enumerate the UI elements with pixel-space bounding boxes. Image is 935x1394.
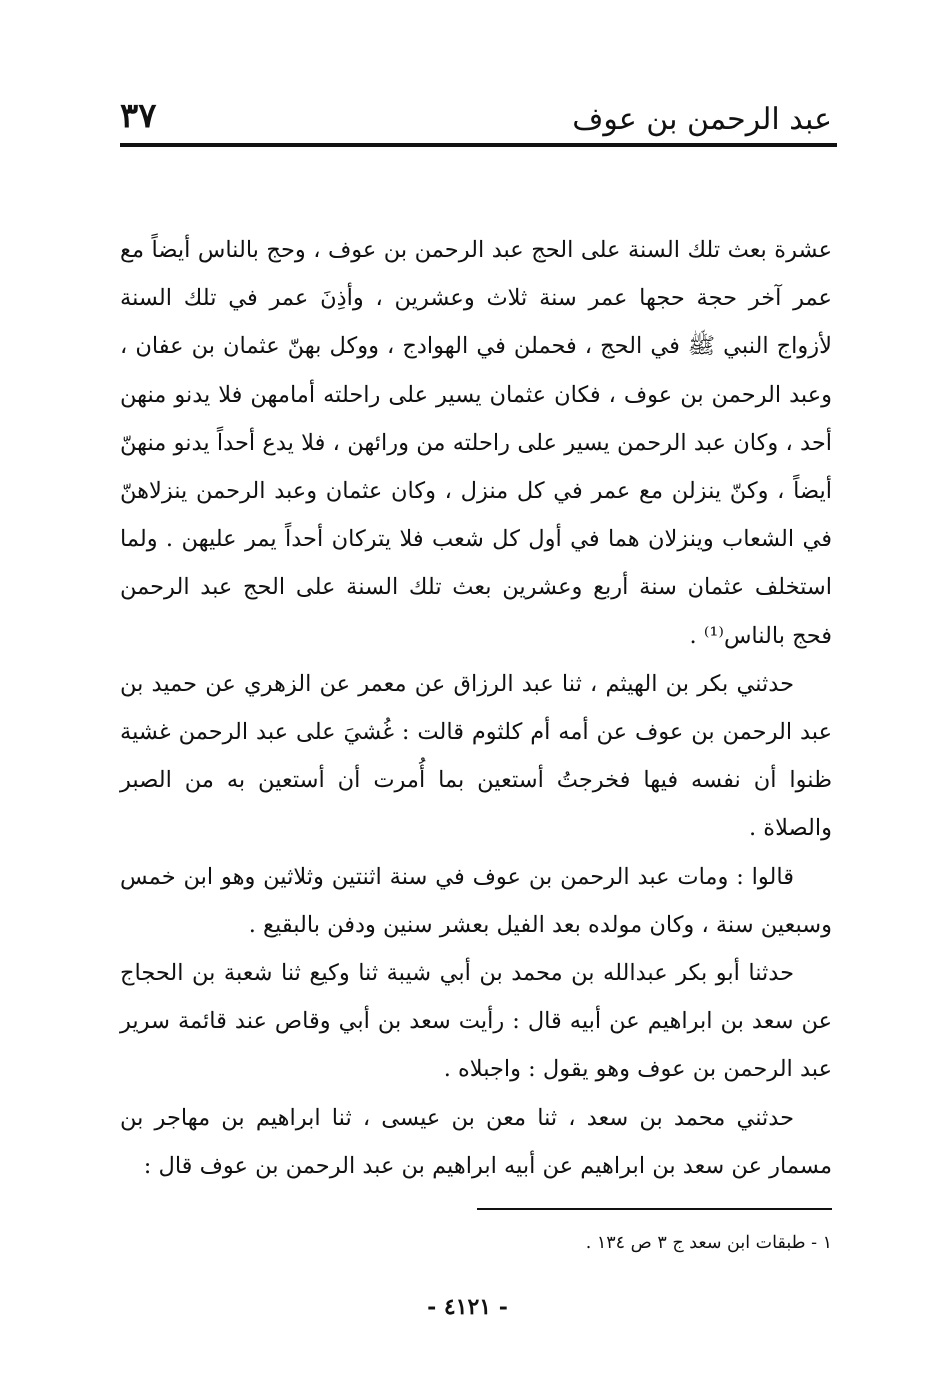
paragraph-continued: عشرة بعث تلك السنة على الحج عبد الرحمن بن عوف ، وحج بالناس أيضاً مع عمر آخر حجة حجها عمر سنة ثلاث وعشرين ، وأذِنَ عمر في تلك السنة لأزواج النبي ﷺ في الحج ، فحملن في الهوادج ، ووكل بهنّ عثمان بن عفان ، وعبد الرحمن بن عوف ، فكان عثمان يسير على راحلته أمامهن فلا يدنو منهن أحد ، وكان عبد الرحمن يسير على راحلته من ورائهن ، فلا يدع أحداً يدنو منهنّ أيضاً ، وكنّ ينزلن مع عمر في كل منزل ، وكان عثمان وعبد الرحمن ينزلاهنّ في الشعاب وينزلان هما في أول كل شعب فلا يتركان أحداً يمر عليهن . ولما استخلف عثمان سنة أربع وعشرين بعث تلك السنة على الحج عبد الرحمن فحج بالناس⁽¹⁾ .	[120, 237, 832, 649]
footnote-rule	[477, 1208, 832, 1210]
running-head	[120, 96, 832, 146]
folio-number: - ٤١٢١ -	[427, 1294, 508, 1320]
paragraph-hadith-saad: حدثنا أبو بكر عبدالله بن محمد بن أبي شيبة ثنا وكيع ثنا شعبة بن الحجاج عن سعد بن ابراهيم عن أبيه قال : رأيت سعد بن أبي وقاص عند قائمة سرير عبد الرحمن بن عوف وهو يقول : واجبلاه .	[120, 960, 832, 1083]
paragraph-hadith-ibn-saad: حدثني محمد بن سعد ، ثنا معن بن عيسى ، ثنا ابراهيم بن مهاجر بن مسمار عن سعد بن ابراهيم عن أبيه ابراهيم بن عبد الرحمن بن عوف قال :	[120, 1104, 832, 1179]
body-text	[120, 226, 832, 1190]
paragraph-hadith-umm-kulthum: حدثني بكر بن الهيثم ، ثنا عبد الرزاق عن معمر عن الزهري عن حميد بن عبد الرحمن بن عوف عن أمه أم كلثوم قالت : غُشيَ على عبد الرحمن غشية ظنوا أن نفسه فيها فخرجتُ أستعين بما أُمرت أن أستعين به من الصبر والصلاة .	[120, 670, 832, 842]
footnote: ١ - طبقات ابن سعد ج ٣ ص ١٣٤ .	[585, 1233, 832, 1253]
page-number: ٣٧	[120, 96, 157, 136]
paragraph-death-date: قالوا : ومات عبد الرحمن بن عوف في سنة اثنتين وثلاثين وهو ابن خمس وسبعين سنة ، وكان مولده بعد الفيل بعشر سنين ودفن بالبقيع .	[120, 863, 832, 938]
header-rule	[120, 143, 837, 147]
running-head-title: عبد الرحمن بن عوف	[572, 102, 832, 137]
